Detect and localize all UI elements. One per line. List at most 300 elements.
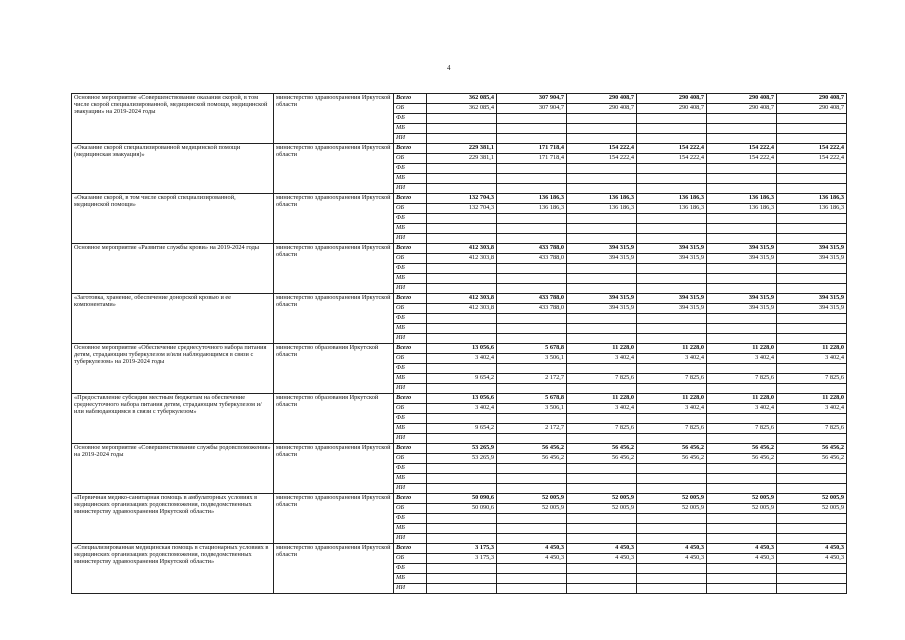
amount-cell bbox=[707, 434, 777, 444]
amount-cell bbox=[707, 564, 777, 574]
funding-source: ИИ bbox=[394, 134, 427, 144]
amount-cell: 307 904,7 bbox=[497, 94, 567, 104]
table-row bbox=[72, 94, 847, 104]
amount-cell bbox=[707, 134, 777, 144]
amount-cell bbox=[777, 534, 847, 544]
funding-source: ИИ bbox=[394, 284, 427, 294]
amount-cell: 290 408,7 bbox=[777, 94, 847, 104]
amount-cell: 154 222,4 bbox=[707, 144, 777, 154]
amount-cell bbox=[777, 564, 847, 574]
amount-cell: 3 402,4 bbox=[567, 354, 637, 364]
amount-cell bbox=[567, 214, 637, 224]
amount-cell bbox=[427, 574, 497, 584]
amount-cell: 136 186,3 bbox=[497, 194, 567, 204]
amount-cell: 394 315,9 bbox=[637, 254, 707, 264]
amount-cell: 136 186,3 bbox=[707, 204, 777, 214]
amount-cell: 4 450,3 bbox=[637, 554, 707, 564]
amount-cell bbox=[707, 174, 777, 184]
amount-cell bbox=[427, 524, 497, 534]
funding-source: ФБ bbox=[394, 114, 427, 124]
amount-cell bbox=[567, 474, 637, 484]
amount-cell bbox=[567, 514, 637, 524]
amount-cell bbox=[637, 464, 707, 474]
amount-cell: 4 450,3 bbox=[497, 544, 567, 554]
amount-cell bbox=[427, 234, 497, 244]
amount-cell bbox=[427, 134, 497, 144]
amount-cell bbox=[567, 384, 637, 394]
executor-name: министерство здравоохранения Иркутской области bbox=[274, 194, 394, 244]
amount-cell: 52 005,9 bbox=[497, 494, 567, 504]
amount-cell: 50 090,6 bbox=[427, 504, 497, 514]
amount-cell bbox=[707, 364, 777, 374]
funding-source: МБ bbox=[394, 574, 427, 584]
amount-cell: 394 315,9 bbox=[777, 294, 847, 304]
amount-cell: 132 704,3 bbox=[427, 194, 497, 204]
amount-cell bbox=[427, 464, 497, 474]
amount-cell: 11 228,0 bbox=[707, 344, 777, 354]
amount-cell bbox=[707, 124, 777, 134]
funding-source: ФБ bbox=[394, 464, 427, 474]
amount-cell: 7 825,6 bbox=[637, 374, 707, 384]
amount-cell: 52 005,9 bbox=[707, 504, 777, 514]
amount-cell: 2 172,7 bbox=[497, 374, 567, 384]
executor-name: министерство здравоохранения Иркутской области bbox=[274, 544, 394, 594]
amount-cell: 7 825,6 bbox=[777, 424, 847, 434]
amount-cell: 136 186,3 bbox=[777, 204, 847, 214]
table-row bbox=[72, 194, 847, 204]
amount-cell bbox=[777, 314, 847, 324]
amount-cell: 394 315,9 bbox=[777, 304, 847, 314]
amount-cell bbox=[497, 524, 567, 534]
amount-cell bbox=[777, 584, 847, 594]
amount-cell bbox=[427, 414, 497, 424]
amount-cell bbox=[777, 234, 847, 244]
amount-cell bbox=[567, 324, 637, 334]
amount-cell bbox=[567, 234, 637, 244]
amount-cell: 394 315,9 bbox=[637, 294, 707, 304]
funding-source: ФБ bbox=[394, 264, 427, 274]
amount-cell bbox=[777, 124, 847, 134]
amount-cell bbox=[637, 184, 707, 194]
amount-cell bbox=[777, 484, 847, 494]
funding-source: ОБ bbox=[394, 504, 427, 514]
amount-cell: 7 825,6 bbox=[567, 424, 637, 434]
amount-cell: 394 315,9 bbox=[637, 244, 707, 254]
amount-cell: 136 186,3 bbox=[707, 194, 777, 204]
amount-cell bbox=[567, 534, 637, 544]
funding-source: ОБ bbox=[394, 104, 427, 114]
amount-cell bbox=[427, 584, 497, 594]
amount-cell: 394 315,9 bbox=[707, 244, 777, 254]
amount-cell: 394 315,9 bbox=[567, 244, 637, 254]
amount-cell bbox=[637, 214, 707, 224]
amount-cell bbox=[637, 314, 707, 324]
table-row bbox=[72, 244, 847, 254]
funding-source: МБ bbox=[394, 424, 427, 434]
amount-cell bbox=[567, 164, 637, 174]
activity-name: Основное мероприятие «Совершенствование службы родовспоможения» на 2019-2024 годы bbox=[72, 444, 274, 494]
amount-cell bbox=[427, 514, 497, 524]
amount-cell bbox=[777, 284, 847, 294]
amount-cell bbox=[707, 324, 777, 334]
amount-cell bbox=[567, 264, 637, 274]
amount-cell: 3 506,1 bbox=[497, 404, 567, 414]
page-number: 4 bbox=[447, 64, 451, 72]
amount-cell bbox=[427, 334, 497, 344]
amount-cell: 3 402,4 bbox=[427, 404, 497, 414]
amount-cell bbox=[567, 464, 637, 474]
amount-cell bbox=[637, 534, 707, 544]
amount-cell bbox=[497, 224, 567, 234]
executor-name: министерство здравоохранения Иркутской области bbox=[274, 294, 394, 344]
amount-cell: 7 825,6 bbox=[707, 424, 777, 434]
funding-source: ИИ bbox=[394, 334, 427, 344]
table-row bbox=[72, 294, 847, 304]
amount-cell: 290 408,7 bbox=[637, 104, 707, 114]
amount-cell bbox=[497, 234, 567, 244]
funding-source: ФБ bbox=[394, 314, 427, 324]
funding-source: ФБ bbox=[394, 514, 427, 524]
amount-cell bbox=[777, 524, 847, 534]
amount-cell: 154 222,4 bbox=[637, 154, 707, 164]
funding-source: Всего bbox=[394, 194, 427, 204]
amount-cell: 56 456,2 bbox=[777, 444, 847, 454]
amount-cell: 433 788,0 bbox=[497, 304, 567, 314]
amount-cell bbox=[637, 324, 707, 334]
executor-name: министерство образования Иркутской области bbox=[274, 344, 394, 394]
amount-cell bbox=[427, 284, 497, 294]
amount-cell: 154 222,4 bbox=[707, 154, 777, 164]
amount-cell bbox=[567, 114, 637, 124]
amount-cell: 154 222,4 bbox=[567, 144, 637, 154]
amount-cell bbox=[777, 364, 847, 374]
amount-cell bbox=[707, 314, 777, 324]
amount-cell bbox=[497, 574, 567, 584]
funding-source: Всего bbox=[394, 544, 427, 554]
amount-cell: 4 450,3 bbox=[777, 554, 847, 564]
funding-source: ИИ bbox=[394, 184, 427, 194]
amount-cell: 13 056,6 bbox=[427, 344, 497, 354]
amount-cell: 3 402,4 bbox=[707, 354, 777, 364]
activity-name: «Заготовка, хранение, обеспечение донорской кровью и ее компонентами» bbox=[72, 294, 274, 344]
amount-cell: 433 788,0 bbox=[497, 244, 567, 254]
amount-cell: 11 228,0 bbox=[567, 344, 637, 354]
amount-cell bbox=[707, 474, 777, 484]
amount-cell: 4 450,3 bbox=[777, 544, 847, 554]
funding-source: ОБ bbox=[394, 254, 427, 264]
amount-cell: 3 506,1 bbox=[497, 354, 567, 364]
amount-cell bbox=[427, 564, 497, 574]
funding-source: ОБ bbox=[394, 454, 427, 464]
amount-cell bbox=[427, 434, 497, 444]
amount-cell bbox=[497, 124, 567, 134]
amount-cell bbox=[637, 364, 707, 374]
funding-source: Всего bbox=[394, 444, 427, 454]
table-row bbox=[72, 444, 847, 454]
amount-cell bbox=[567, 364, 637, 374]
funding-source: Всего bbox=[394, 94, 427, 104]
funding-source: Всего bbox=[394, 244, 427, 254]
amount-cell: 52 005,9 bbox=[567, 494, 637, 504]
amount-cell bbox=[497, 564, 567, 574]
amount-cell: 229 381,1 bbox=[427, 144, 497, 154]
amount-cell: 394 315,9 bbox=[567, 254, 637, 264]
funding-source: ИИ bbox=[394, 584, 427, 594]
amount-cell bbox=[427, 224, 497, 234]
amount-cell bbox=[497, 414, 567, 424]
amount-cell: 2 172,7 bbox=[497, 424, 567, 434]
amount-cell bbox=[497, 534, 567, 544]
amount-cell bbox=[567, 334, 637, 344]
amount-cell bbox=[567, 224, 637, 234]
table-row bbox=[72, 544, 847, 554]
amount-cell bbox=[427, 314, 497, 324]
amount-cell: 11 228,0 bbox=[637, 394, 707, 404]
amount-cell bbox=[567, 414, 637, 424]
amount-cell: 53 265,9 bbox=[427, 454, 497, 464]
amount-cell bbox=[777, 324, 847, 334]
amount-cell: 154 222,4 bbox=[777, 144, 847, 154]
amount-cell bbox=[427, 384, 497, 394]
amount-cell bbox=[777, 464, 847, 474]
amount-cell: 7 825,6 bbox=[637, 424, 707, 434]
amount-cell bbox=[637, 264, 707, 274]
amount-cell: 56 456,2 bbox=[637, 444, 707, 454]
funding-source: ОБ bbox=[394, 204, 427, 214]
amount-cell: 394 315,9 bbox=[707, 304, 777, 314]
amount-cell bbox=[777, 434, 847, 444]
amount-cell bbox=[497, 264, 567, 274]
amount-cell: 52 005,9 bbox=[497, 504, 567, 514]
amount-cell: 7 825,6 bbox=[777, 374, 847, 384]
amount-cell: 9 654,2 bbox=[427, 424, 497, 434]
amount-cell bbox=[567, 284, 637, 294]
amount-cell bbox=[637, 134, 707, 144]
activity-name: Основное мероприятие «Развитие службы крови» на 2019-2024 годы bbox=[72, 244, 274, 294]
amount-cell bbox=[567, 484, 637, 494]
amount-cell: 9 654,2 bbox=[427, 374, 497, 384]
table-row bbox=[72, 144, 847, 154]
funding-source: Всего bbox=[394, 344, 427, 354]
amount-cell: 11 228,0 bbox=[777, 344, 847, 354]
amount-cell bbox=[707, 514, 777, 524]
funding-source: ИИ bbox=[394, 534, 427, 544]
amount-cell bbox=[427, 534, 497, 544]
amount-cell: 53 265,9 bbox=[427, 444, 497, 454]
amount-cell: 136 186,3 bbox=[567, 194, 637, 204]
funding-source: ИИ bbox=[394, 484, 427, 494]
amount-cell: 52 005,9 bbox=[707, 494, 777, 504]
amount-cell: 52 005,9 bbox=[777, 494, 847, 504]
amount-cell: 3 175,3 bbox=[427, 554, 497, 564]
amount-cell: 52 005,9 bbox=[777, 504, 847, 514]
amount-cell bbox=[637, 474, 707, 484]
funding-source: ИИ bbox=[394, 384, 427, 394]
amount-cell bbox=[427, 484, 497, 494]
amount-cell bbox=[497, 464, 567, 474]
amount-cell bbox=[637, 174, 707, 184]
amount-cell: 394 315,9 bbox=[567, 294, 637, 304]
amount-cell bbox=[567, 564, 637, 574]
amount-cell bbox=[777, 574, 847, 584]
funding-source: ФБ bbox=[394, 214, 427, 224]
amount-cell bbox=[637, 574, 707, 584]
amount-cell bbox=[707, 224, 777, 234]
amount-cell: 4 450,3 bbox=[497, 554, 567, 564]
funding-source: ОБ bbox=[394, 154, 427, 164]
amount-cell: 50 090,6 bbox=[427, 494, 497, 504]
amount-cell bbox=[497, 114, 567, 124]
amount-cell bbox=[707, 574, 777, 584]
executor-name: министерство здравоохранения Иркутской области bbox=[274, 144, 394, 194]
amount-cell: 132 704,3 bbox=[427, 204, 497, 214]
amount-cell bbox=[497, 584, 567, 594]
amount-cell: 56 456,2 bbox=[707, 454, 777, 464]
amount-cell: 136 186,3 bbox=[567, 204, 637, 214]
amount-cell bbox=[567, 574, 637, 584]
amount-cell bbox=[567, 314, 637, 324]
amount-cell: 3 402,4 bbox=[637, 404, 707, 414]
table-row bbox=[72, 494, 847, 504]
amount-cell: 52 005,9 bbox=[637, 494, 707, 504]
activity-name: «Первичная медико-санитарная помощь в амбулаторных условиях в медицинских организациях родовспоможения, подведомственных министерству здравоохранения Иркутской области» bbox=[72, 494, 274, 544]
amount-cell: 56 456,2 bbox=[637, 454, 707, 464]
amount-cell: 290 408,7 bbox=[567, 94, 637, 104]
funding-source: ФБ bbox=[394, 564, 427, 574]
funding-source: Всего bbox=[394, 144, 427, 154]
amount-cell bbox=[497, 184, 567, 194]
amount-cell bbox=[427, 184, 497, 194]
amount-cell bbox=[497, 484, 567, 494]
amount-cell bbox=[707, 584, 777, 594]
amount-cell: 56 456,2 bbox=[497, 454, 567, 464]
funding-source: ИИ bbox=[394, 434, 427, 444]
amount-cell: 394 315,9 bbox=[637, 304, 707, 314]
amount-cell: 290 408,7 bbox=[637, 94, 707, 104]
amount-cell: 56 456,2 bbox=[567, 454, 637, 464]
amount-cell bbox=[497, 134, 567, 144]
funding-source: ОБ bbox=[394, 404, 427, 414]
amount-cell: 7 825,6 bbox=[567, 374, 637, 384]
amount-cell: 11 228,0 bbox=[637, 344, 707, 354]
amount-cell: 7 825,6 bbox=[707, 374, 777, 384]
amount-cell bbox=[777, 414, 847, 424]
amount-cell bbox=[707, 484, 777, 494]
amount-cell: 4 450,3 bbox=[567, 554, 637, 564]
funding-source: Всего bbox=[394, 394, 427, 404]
funding-source: ИИ bbox=[394, 234, 427, 244]
amount-cell: 52 005,9 bbox=[637, 504, 707, 514]
amount-cell bbox=[707, 284, 777, 294]
funding-source: Всего bbox=[394, 494, 427, 504]
amount-cell: 56 456,2 bbox=[777, 454, 847, 464]
amount-cell bbox=[777, 384, 847, 394]
amount-cell bbox=[427, 474, 497, 484]
amount-cell: 4 450,3 bbox=[567, 544, 637, 554]
amount-cell: 13 056,6 bbox=[427, 394, 497, 404]
activity-name: «Оказание скорой, в том числе скорой специализированной, медицинской помощи» bbox=[72, 194, 274, 244]
amount-cell: 3 402,4 bbox=[777, 354, 847, 364]
amount-cell: 11 228,0 bbox=[707, 394, 777, 404]
amount-cell bbox=[567, 184, 637, 194]
amount-cell: 394 315,9 bbox=[777, 244, 847, 254]
amount-cell: 433 788,0 bbox=[497, 254, 567, 264]
amount-cell: 3 402,4 bbox=[637, 354, 707, 364]
amount-cell: 3 175,3 bbox=[427, 544, 497, 554]
activity-name: «Специализированная медицинская помощь в стационарных условиях в медицинских организациях родовспоможения, подведомственных министерству здравоохранения Иркутской области» bbox=[72, 544, 274, 594]
amount-cell bbox=[567, 274, 637, 284]
budget-table-body bbox=[72, 94, 847, 594]
amount-cell bbox=[637, 384, 707, 394]
amount-cell bbox=[567, 434, 637, 444]
amount-cell: 412 303,8 bbox=[427, 294, 497, 304]
amount-cell: 3 402,4 bbox=[707, 404, 777, 414]
amount-cell bbox=[497, 274, 567, 284]
amount-cell: 4 450,3 bbox=[637, 544, 707, 554]
amount-cell bbox=[497, 364, 567, 374]
amount-cell bbox=[497, 314, 567, 324]
amount-cell bbox=[777, 514, 847, 524]
amount-cell: 5 678,8 bbox=[497, 344, 567, 354]
amount-cell: 56 456,2 bbox=[497, 444, 567, 454]
amount-cell: 433 788,0 bbox=[497, 294, 567, 304]
amount-cell: 136 186,3 bbox=[637, 204, 707, 214]
amount-cell: 412 303,8 bbox=[427, 304, 497, 314]
amount-cell: 394 315,9 bbox=[777, 254, 847, 264]
funding-source: МБ bbox=[394, 474, 427, 484]
amount-cell bbox=[637, 284, 707, 294]
amount-cell: 307 904,7 bbox=[497, 104, 567, 114]
amount-cell: 412 303,8 bbox=[427, 244, 497, 254]
amount-cell bbox=[497, 384, 567, 394]
table-row bbox=[72, 394, 847, 404]
amount-cell bbox=[707, 534, 777, 544]
amount-cell bbox=[707, 524, 777, 534]
amount-cell bbox=[637, 584, 707, 594]
amount-cell bbox=[707, 234, 777, 244]
budget-table bbox=[71, 93, 847, 594]
amount-cell bbox=[777, 214, 847, 224]
amount-cell bbox=[497, 164, 567, 174]
amount-cell: 290 408,7 bbox=[707, 94, 777, 104]
amount-cell: 394 315,9 bbox=[567, 304, 637, 314]
funding-source: ФБ bbox=[394, 364, 427, 374]
amount-cell bbox=[497, 474, 567, 484]
amount-cell bbox=[497, 334, 567, 344]
amount-cell bbox=[427, 114, 497, 124]
amount-cell bbox=[707, 464, 777, 474]
amount-cell bbox=[707, 114, 777, 124]
amount-cell: 11 228,0 bbox=[777, 394, 847, 404]
activity-name: Основное мероприятие «Совершенствование оказания скорой, в том числе скорой специализированной, медицинской помощи, медицинской эвакуации» на 2019-2024 годы bbox=[72, 94, 274, 144]
amount-cell bbox=[427, 124, 497, 134]
amount-cell: 3 402,4 bbox=[567, 404, 637, 414]
amount-cell bbox=[707, 384, 777, 394]
amount-cell: 11 228,0 bbox=[567, 394, 637, 404]
amount-cell: 136 186,3 bbox=[497, 204, 567, 214]
amount-cell bbox=[777, 474, 847, 484]
amount-cell bbox=[567, 124, 637, 134]
amount-cell bbox=[567, 524, 637, 534]
amount-cell: 154 222,4 bbox=[567, 154, 637, 164]
amount-cell bbox=[427, 264, 497, 274]
amount-cell: 5 678,8 bbox=[497, 394, 567, 404]
amount-cell bbox=[637, 484, 707, 494]
amount-cell: 394 315,9 bbox=[707, 294, 777, 304]
amount-cell bbox=[777, 224, 847, 234]
amount-cell: 4 450,3 bbox=[707, 554, 777, 564]
funding-source: МБ bbox=[394, 174, 427, 184]
